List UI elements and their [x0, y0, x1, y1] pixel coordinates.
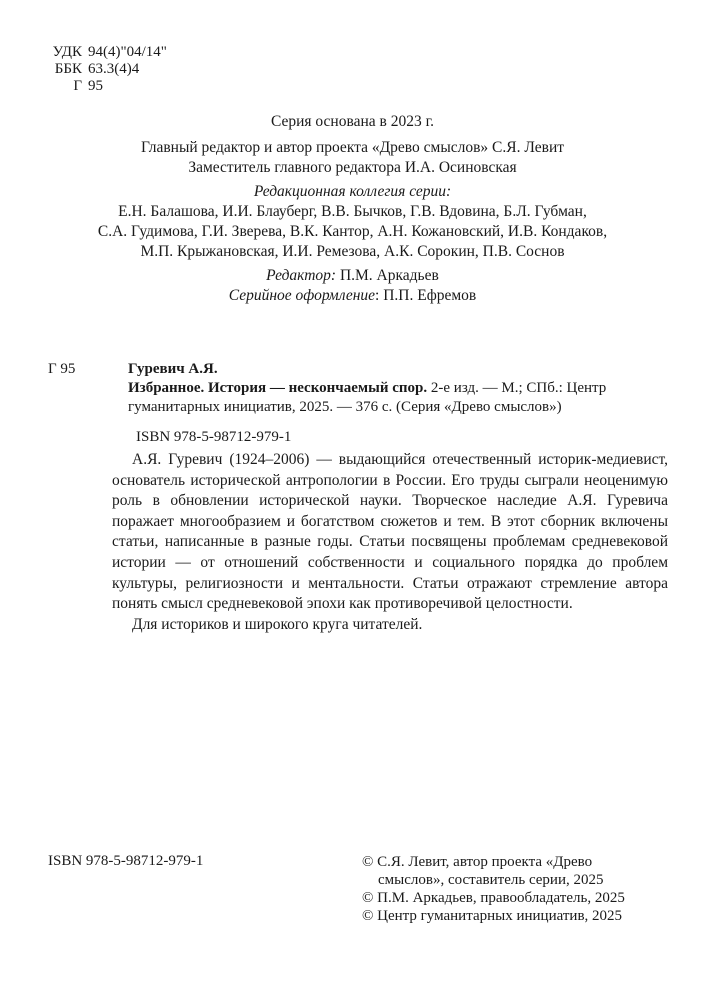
copyright-line: © П.М. Аркадьев, правообладатель, 2025: [362, 890, 625, 906]
annotation-text: Гуревич (1924–2006) — выдающийся отечественный историк-медиевист, основатель исторической антропологии в России. Его труды сыграли неоценимую роль в обновлении исторической науки. Творческое наследие А.Я. Гуревича поражает многообразием и богатством сюжетов и тем. В этот сборник включены статьи, написанные в разные годы. Статьи посвящены проблемам средневековой истории — от отношений собственности и социального порядка до проблем культуры, религиозности и ментальности. Статьи отражают стремление автора понять смысл средневековой эпохи как противоречивой целостности.: [112, 451, 668, 613]
copyright-line: © Центр гуманитарных инициатив, 2025: [362, 908, 623, 924]
catalog-body: [128, 360, 668, 417]
code-key: УДК: [52, 44, 82, 60]
copyright-line: © С.Я. Левит, автор проекта «Древо смыслов», составитель серии, 2025: [362, 854, 604, 888]
annotation-paragraph: [112, 450, 668, 615]
catalog-author: Гуревич А.Я.: [128, 361, 218, 377]
annotation-lead: А.Я.: [132, 451, 162, 468]
code-value: 63.3(4)4: [88, 61, 140, 77]
classification-codes: [48, 44, 167, 95]
board-title: Редакционная коллегия серии:: [253, 183, 452, 200]
design-credit: [0, 286, 705, 306]
design-label: Серийное оформление: [228, 287, 376, 304]
board-line: С.А. Гудимова, Г.И. Зверева, В.К. Кантор, А.Н. Кожановский, И.В. Кондаков,: [97, 223, 608, 240]
board-line: Е.Н. Балашова, И.И. Блауберг, В.В. Бычков, Г.В. Вдовина, Б.Л. Губман,: [118, 203, 587, 220]
editor-credit: [0, 266, 705, 286]
bottom-isbn: ISBN 978-5-98712-979-1: [48, 853, 204, 869]
bbk-row: [48, 61, 167, 78]
editor-label: Редактор:: [266, 267, 337, 284]
series-founded: Серия основана в 2023 г.: [270, 113, 435, 130]
design-name: : П.П. Ефремов: [375, 287, 477, 304]
deputy-editor: Заместитель главного редактора И.А. Осиновская: [188, 159, 517, 176]
editors-block: [0, 138, 705, 178]
catalog-isbn: ISBN 978-5-98712-979-1: [136, 429, 292, 445]
catalog-imprint: 2-е изд. — М.; СПб.: Центр гуманитарных инициатив, 2025. — 376 с. (Серия «Древо смыслов»): [128, 380, 607, 415]
board-line: М.П. Крыжановская, И.И. Ремезова, А.К. Сорокин, П.В. Соснов: [140, 243, 565, 260]
udk-row: [48, 44, 167, 61]
code-key: ББК: [54, 61, 82, 77]
editorial-board: [0, 182, 705, 262]
catalog-title: Избранное. История — нескончаемый спор.: [128, 380, 428, 396]
catalog-code: Г 95: [48, 361, 76, 377]
code-key: Г: [73, 78, 82, 94]
credits-block: [0, 266, 705, 306]
chief-editor: Главный редактор и автор проекта «Древо смыслов» С.Я. Левит: [140, 139, 565, 156]
code-value: 94(4)"04/14": [88, 44, 167, 60]
code-value: 95: [88, 78, 103, 94]
annotation-audience: Для историков и широкого круга читателей.: [132, 615, 423, 633]
copyright-block: [362, 853, 662, 925]
catalog-description: [128, 379, 668, 417]
author-mark-row: [48, 78, 167, 95]
editor-name: П.М. Аркадьев: [339, 267, 439, 284]
catalog-entry: [48, 360, 668, 447]
annotation: [112, 450, 668, 635]
